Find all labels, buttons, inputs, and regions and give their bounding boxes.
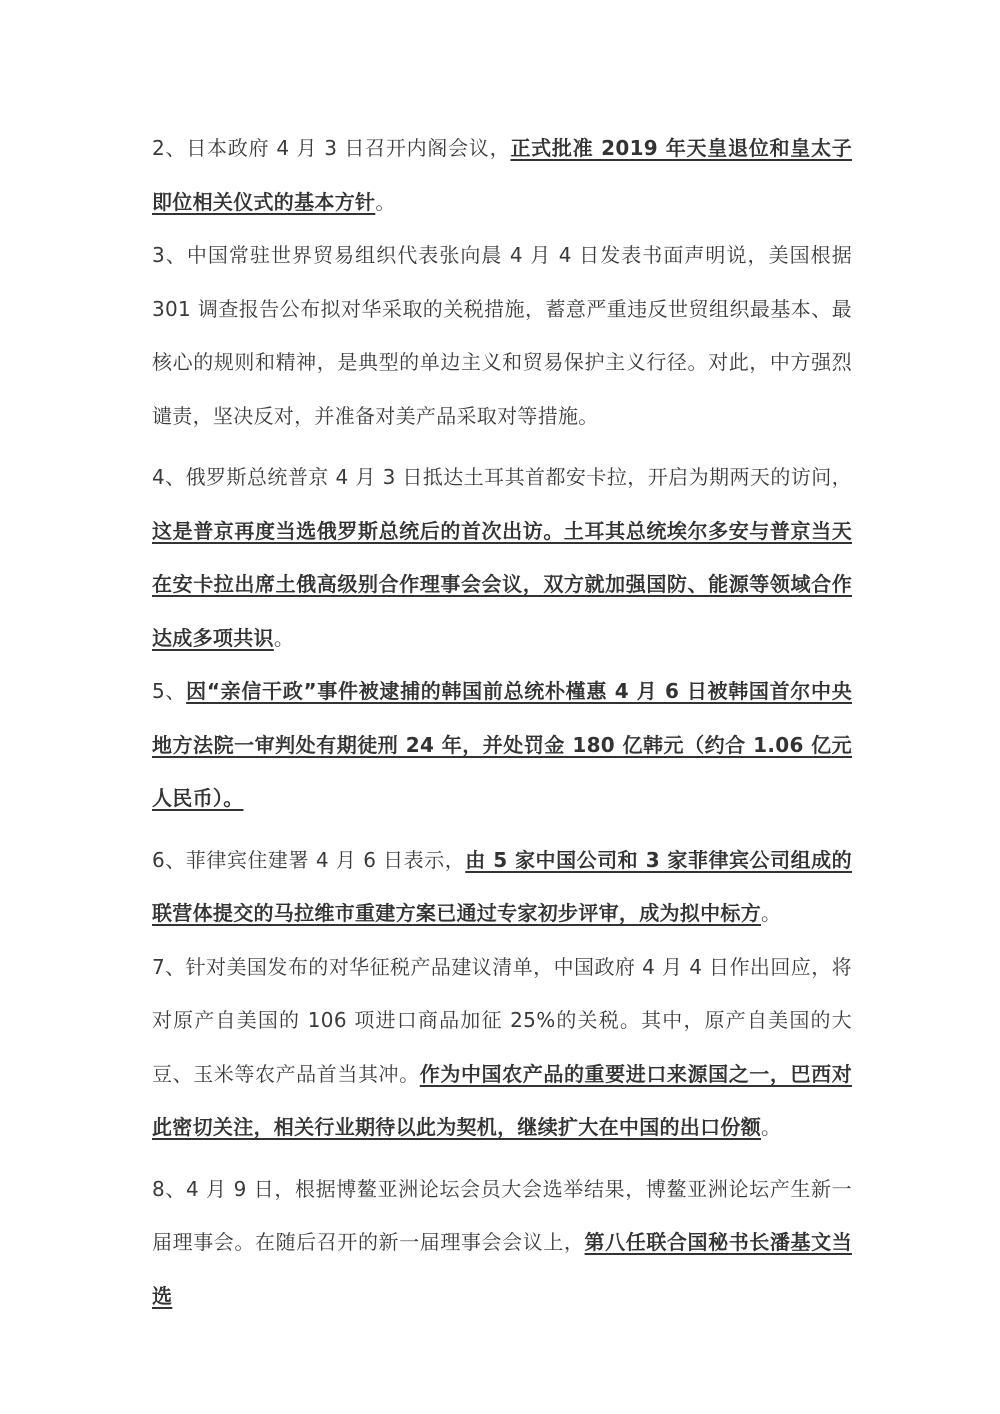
news-item-5 [152, 665, 852, 826]
item-highlight: 正式批准 2019 年天皇退位和皇太子即位相关仪式的基本方针 [152, 136, 853, 214]
item-text: 2、日本政府 4 月 3 日召开内阁会议， [152, 136, 511, 160]
item-text: 8、4 月 9 日，根据博鳌亚洲论坛会员大会选举结果，博鳌亚洲论坛产生新一届理事会。在随后召开的新一届理事会会议上， [152, 1176, 852, 1254]
item-text: 7、针对美国发布的对华征税产品建议清单，中国政府 4 月 4 日作出回应，将对原产自美国的 106 项进口商品加征 25%的关税。其中，原产自美国的大豆、玉米等农产品首当其冲。 [152, 954, 852, 1086]
news-item-2 [152, 122, 852, 229]
item-text: 6、菲律宾住建署 4 月 6 日表示， [152, 847, 466, 872]
document-body [152, 122, 852, 1323]
item-tail: 。 [375, 189, 396, 214]
item-highlight: 第八任联合国秘书长潘基文当选 [152, 1230, 852, 1308]
news-item-4 [152, 451, 852, 665]
item-highlight: 因“亲信干政”事件被逮捕的韩国前总统朴槿惠 4 月 6 日被韩国首尔中央地方法院一审判处有期徒刑 24 年，并处罚金 180 亿韩元（约合 1.06 亿元人民币）。 [152, 679, 852, 810]
item-tail: 。 [273, 625, 295, 650]
news-item-6 [152, 834, 852, 941]
item-highlight: 由 5 家中国公司和 3 家菲律宾公司组成的联营体提交的马拉维市重建方案已通过专家初步评审，成为拟中标方 [152, 847, 852, 925]
news-item-3 [152, 229, 852, 443]
item-text: 3、中国常驻世界贸易组织代表张向晨 4 月 4 日发表书面声明说，美国根据 301 调查报告公布拟对华采取的关税措施，蓄意严重违反世贸组织最基本、最核心的规则和精神，是典型的单边主义和贸易保护主义行径。对此，中方强烈谴责，坚决反对，并准备对美产品采取对等措施。 [152, 243, 852, 428]
news-item-7 [152, 941, 852, 1155]
item-tail: 。 [761, 1115, 782, 1139]
item-text: 5、 [152, 679, 187, 703]
item-highlight: 这是普京再度当选俄罗斯总统后的首次出访。土耳其总统埃尔多安与普京当天在安卡拉出席土俄高级别合作理事会会议，双方就加强国防、能源等领域合作达成多项共识 [152, 518, 852, 650]
item-highlight: 作为中国农产品的重要进口来源国之一，巴西对此密切关注，相关行业期待以此为契机，继续扩大在中国的出口份额 [152, 1061, 852, 1139]
item-text: 4、俄罗斯总统普京 4 月 3 日抵达土耳其首都安卡拉，开启为期两天的访问， [152, 465, 852, 489]
news-item-8 [152, 1163, 852, 1324]
item-tail: 。 [761, 901, 782, 925]
